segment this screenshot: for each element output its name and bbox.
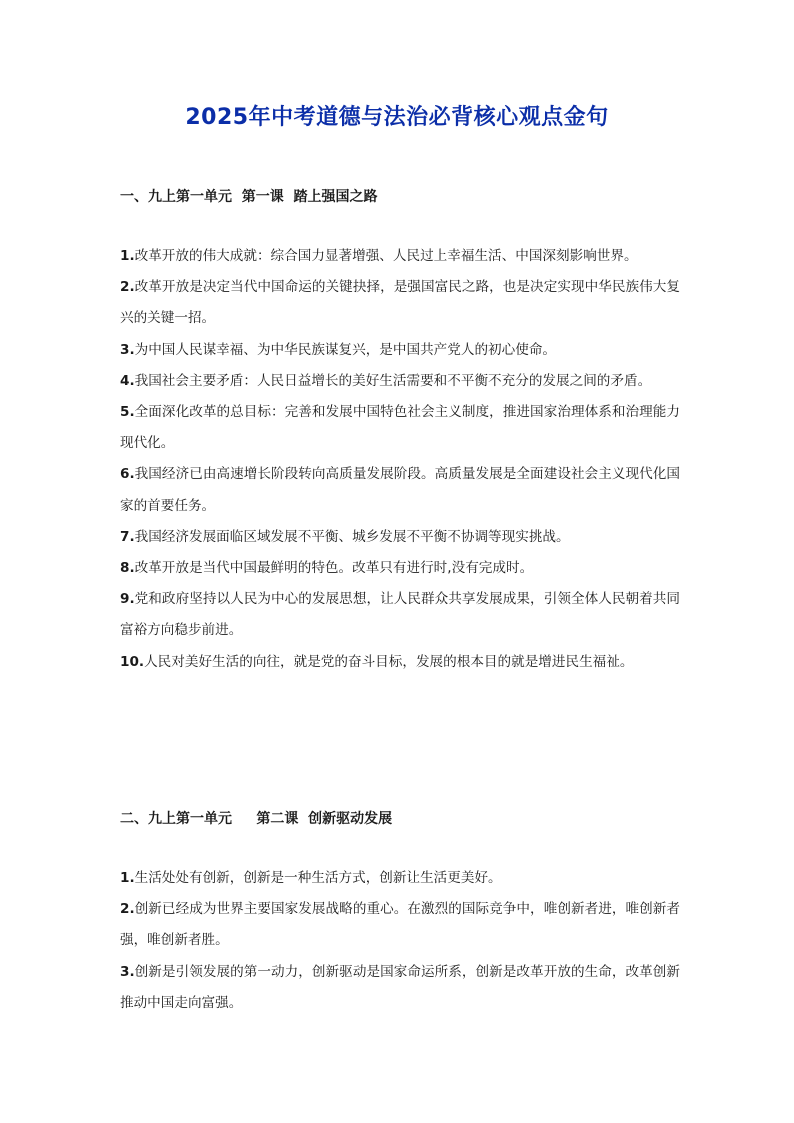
section-2 (120, 809, 680, 1019)
item-list (120, 241, 680, 678)
list-item: 8.改革开放是当代中国最鲜明的特色。改革只有进行时,没有完成时。 (120, 560, 534, 577)
item-list (120, 863, 680, 1019)
list-item: 2.改革开放是决定当代中国命运的关键抉择，是强国富民之路，也是决定实现中华民族伟大复兴的关键一招。 (120, 279, 680, 327)
list-item: 3.创新是引领发展的第一动力，创新驱动是国家命运所系，创新是改革开放的生命，改革创新推动中国走向富强。 (120, 963, 680, 1011)
list-item: 9.党和政府坚持以人民为中心的发展思想，让人民群众共享发展成果，引领全体人民朝着共同富裕方向稳步前进。 (120, 591, 680, 639)
list-item: 1.生活处处有创新，创新是一种生活方式，创新让生活更美好。 (120, 870, 502, 886)
section-1 (120, 187, 680, 678)
document-title: 2025年中考道德与法治必背核心观点金句 (185, 105, 609, 130)
section-heading: 一、九上第一单元 第一课 踏上强国之路 (120, 189, 378, 205)
list-item: 1.改革开放的伟大成就：综合国力显著增强、人民过上幸福生活、中国深刻影响世界。 (120, 248, 638, 264)
list-item: 4.我国社会主要矛盾：人民日益增长的美好生活需要和不平衡不充分的发展之间的矛盾。 (120, 372, 652, 389)
list-item: 7.我国经济发展面临区域发展不平衡、城乡发展不平衡不协调等现实挑战。 (120, 528, 570, 545)
list-item: 10.人民对美好生活的向往，就是党的奋斗目标，发展的根本目的就是增进民生福祉。 (120, 653, 634, 670)
list-item: 2.创新已经成为世界主要国家发展战略的重心。在激烈的国际竞争中，唯创新者进，唯创新者强，唯创新者胜。 (120, 901, 680, 949)
list-item: 3.为中国人民谋幸福、为中华民族谋复兴，是中国共产党人的初心使命。 (120, 341, 557, 358)
list-item: 6.我国经济已由高速增长阶段转向高质量发展阶段。高质量发展是全面建设社会主义现代化国家的首要任务。 (120, 466, 680, 514)
section-heading: 二、九上第一单元 第二课 创新驱动发展 (120, 811, 393, 827)
list-item: 5.全面深化改革的总目标：完善和发展中国特色社会主义制度，推进国家治理体系和治理能力现代化。 (120, 404, 680, 452)
